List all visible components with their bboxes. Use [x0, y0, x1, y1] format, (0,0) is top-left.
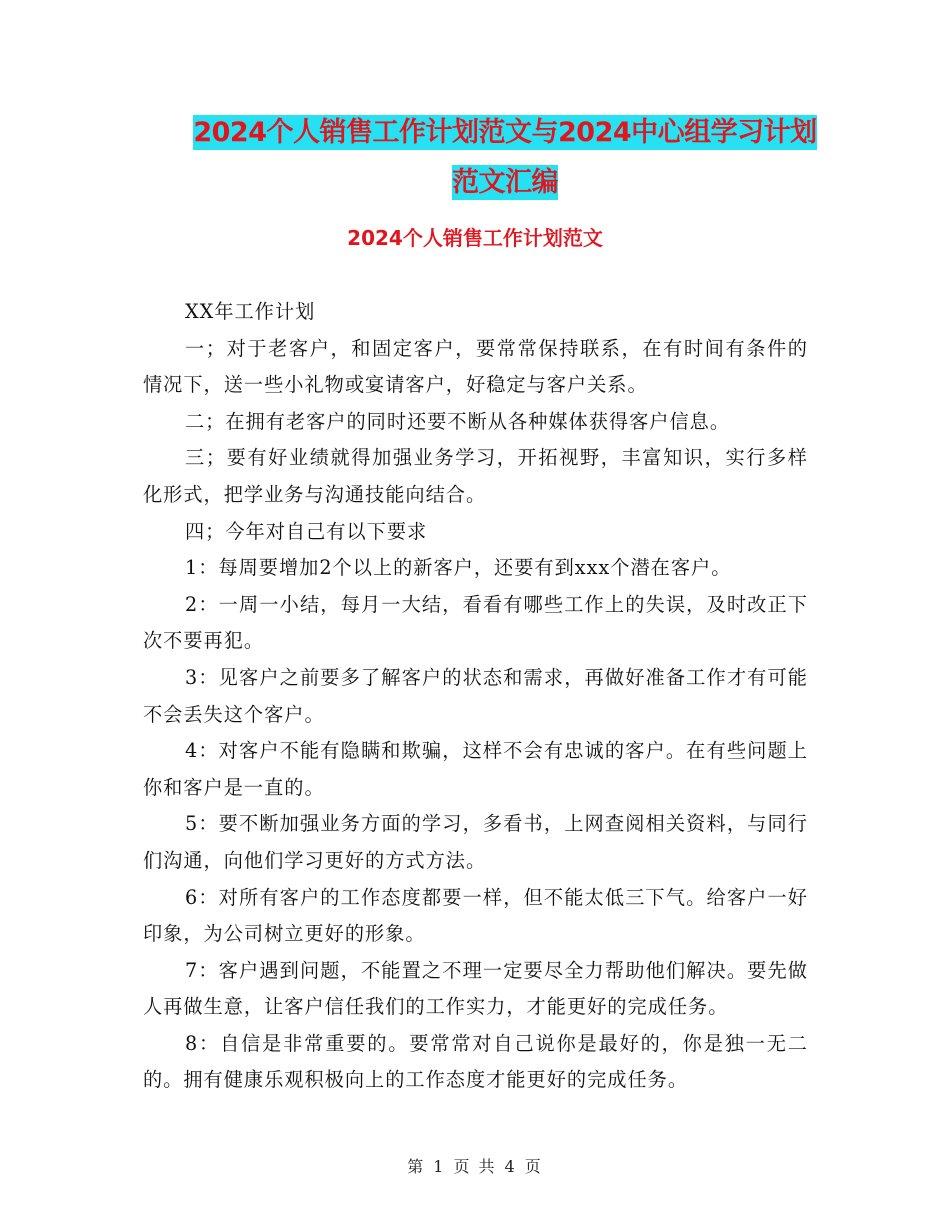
footer-middle: 页 共 — [453, 1157, 497, 1176]
footer-suffix: 页 — [524, 1157, 543, 1176]
paragraph: 4：对客户不能有隐瞒和欺骗，这样不会有忠诚的客户。在有些问题上你和客户是一直的。 — [143, 739, 808, 799]
footer-prefix: 第 — [407, 1157, 426, 1176]
section-title: 2024个人销售工作计划范文 — [347, 226, 603, 250]
document-title — [185, 108, 825, 208]
paragraph: 二；在拥有老客户的同时还要不断从各种媒体获得客户信息。 — [185, 409, 731, 433]
paragraph: 2：一周一小结，每月一大结，看看有哪些工作上的失误，及时改正下次不要再犯。 — [143, 592, 808, 653]
footer-total-pages: 4 — [504, 1157, 517, 1176]
paragraph: 1：每周要增加2个以上的新客户，还要有到xxx个潜在客户。 — [185, 556, 732, 580]
page-footer — [0, 1154, 950, 1177]
document-title-text: 2024个人销售工作计划范文与2024中心组学习计划范文汇编 — [193, 117, 817, 198]
paragraph: 6：对所有客户的工作态度都要一样，但不能太低三下气。给客户一好印象，为公司树立更好的形象。 — [143, 885, 808, 946]
paragraph: XX年工作计划 — [185, 300, 316, 323]
document-body — [143, 294, 808, 1099]
paragraph: 7：客户遇到问题，不能置之不理一定要尽全力帮助他们解决。要先做人再做生意，让客户信任我们的工作实力，才能更好的完成任务。 — [143, 958, 808, 1019]
paragraph: 5：要不断加强业务方面的学习，多看书，上网查阅相关资料，与同行们沟通，向他们学习更好的方式方法。 — [143, 812, 808, 872]
paragraph: 三；要有好业绩就得加强业务学习，开拓视野，丰富知识，实行多样化形式，把学业务与沟通技能向结合。 — [143, 446, 808, 506]
paragraph: 一；对于老客户，和固定客户，要常常保持联系，在有时间有条件的情况下，送一些小礼物或宴请客户，好稳定与客户关系。 — [143, 336, 808, 397]
paragraph: 8：自信是非常重要的。要常常对自己说你是最好的，你是独一无二的。拥有健康乐观积极向上的工作态度才能更好的完成任务。 — [143, 1031, 808, 1092]
paragraph: 3：见客户之前要多了解客户的状态和需求，再做好准备工作才有可能不会丢失这个客户。 — [143, 665, 808, 726]
paragraph: 四；今年对自己有以下要求 — [185, 519, 428, 543]
footer-page-number: 1 — [433, 1157, 446, 1176]
